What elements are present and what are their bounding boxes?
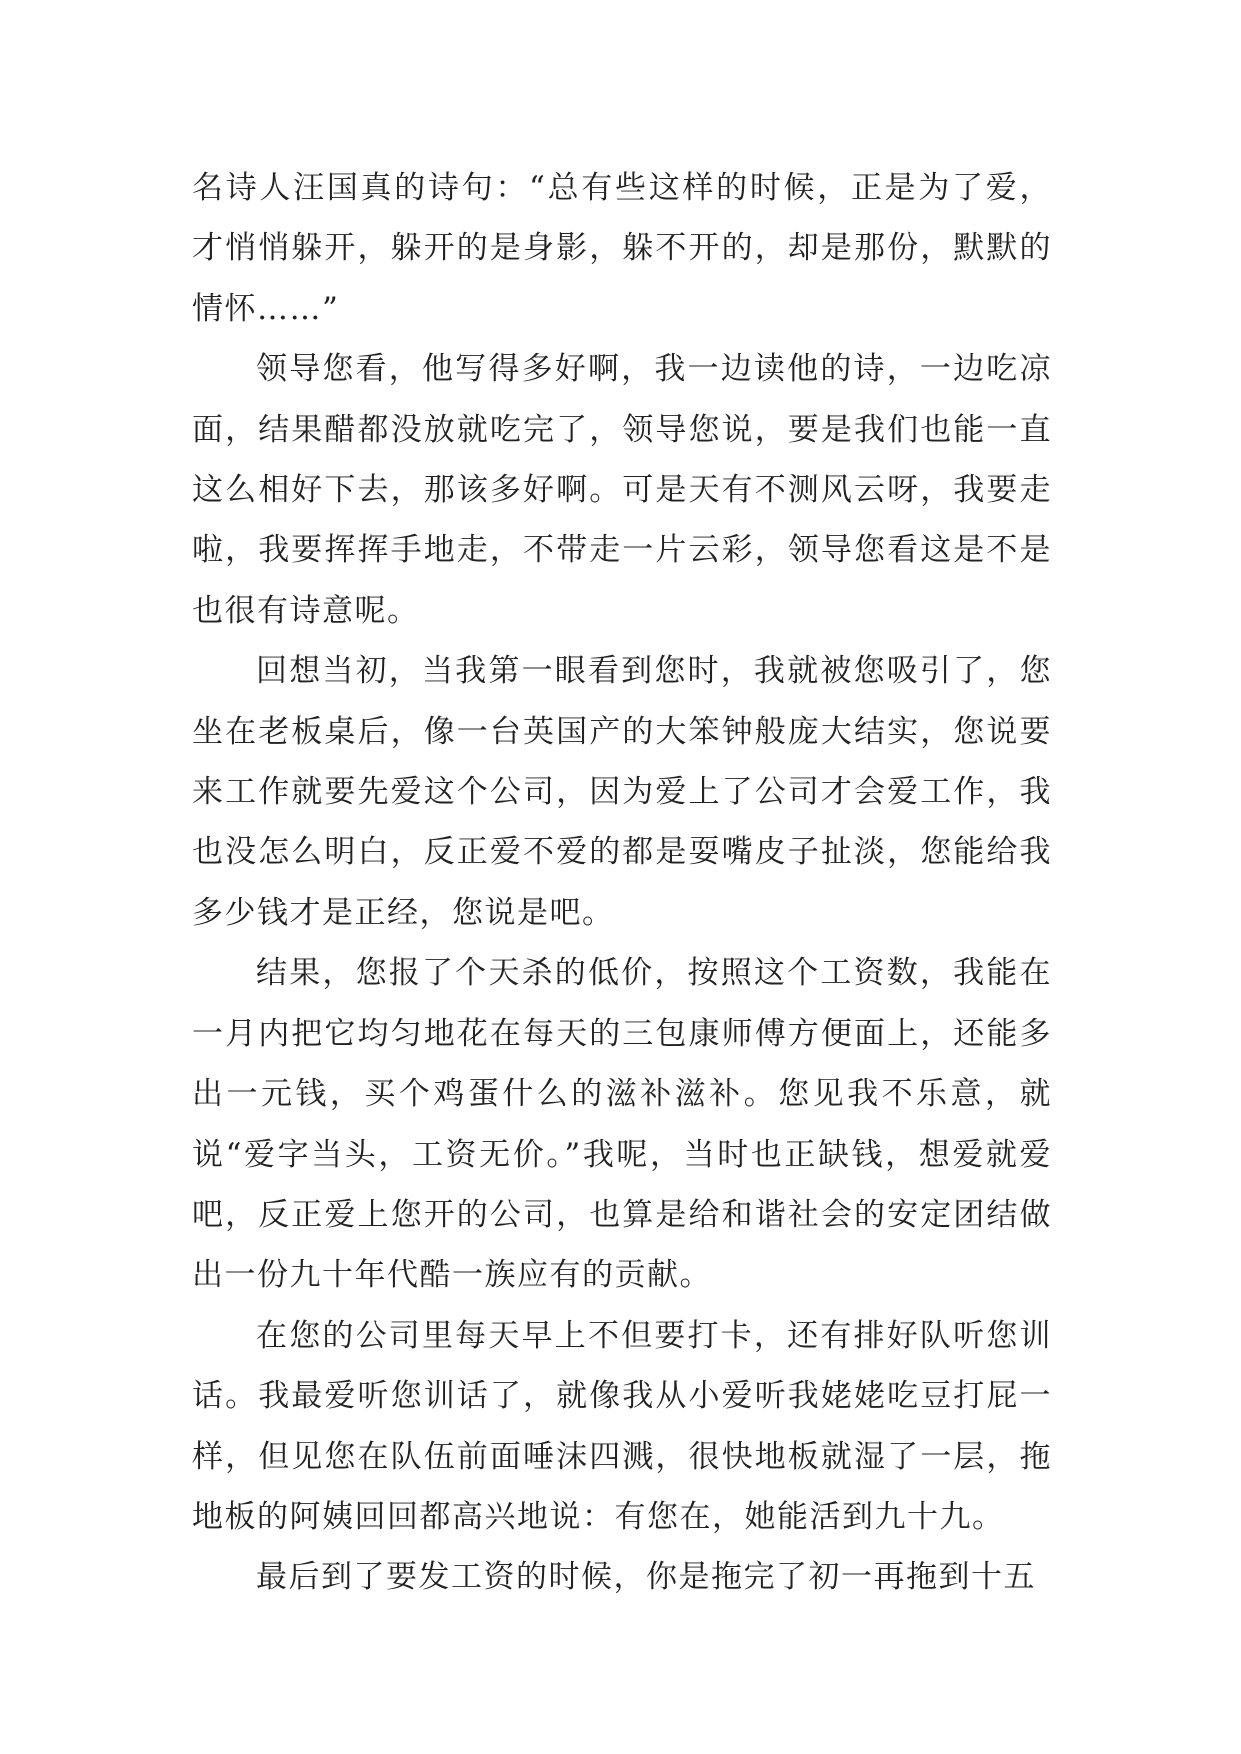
paragraph-6: 最后到了要发工资的时候，你是拖完了初一再拖到十五 bbox=[256, 1559, 1036, 1596]
paragraph-4: 结果，您报了个天杀的低价，按照这个工资数，我能在一月内把它均匀地花在每天的三包康师傅方便面上，还能多出一元钱，买个鸡蛋什么的滋补滋补。您见我不乐意，就说“爱字当头，工资无价。”我呢，当时也正缺钱，想爱就爱吧，反正爱上您开的公司，也算是给和谐社会的安定团结做出一份九十年代酷一族应有的贡献。 bbox=[192, 955, 1052, 1294]
paragraph-2: 领导您看，他写得多好啊，我一边读他的诗，一边吃凉面，结果醋都没放就吃完了，领导您说，要是我们也能一直这么相好下去，那该多好啊。可是天有不测风云呀，我要走啦，我要挥挥手地走，不带走一片云彩，领导您看这是不是也很有诗意呢。 bbox=[192, 351, 1052, 629]
paragraph-3: 回想当初，当我第一眼看到您时，我就被您吸引了，您坐在老板桌后，像一台英国产的大笨钟般庞大结实，您说要来工作就要先爱这个公司，因为爱上了公司才会爱工作，我也没怎么明白，反正爱不爱的都是耍嘴皮子扯淡，您能给我多少钱才是正经，您说是吧。 bbox=[192, 653, 1052, 931]
document-body bbox=[192, 158, 1052, 1608]
paragraph-5: 在您的公司里每天早上不但要打卡，还有排好队听您训话。我最爱听您训话了，就像我从小爱听我姥姥吃豆打屁一样，但见您在队伍前面唾沫四溅，很快地板就湿了一层，拖地板的阿姨回回都高兴地说：有您在，她能活到九十九。 bbox=[192, 1317, 1052, 1535]
paragraph-1: 名诗人汪国真的诗句：“总有些这样的时候，正是为了爱，才悄悄躲开，躲开的是身影，躲不开的，却是那份，默默的情怀……” bbox=[192, 170, 1052, 327]
